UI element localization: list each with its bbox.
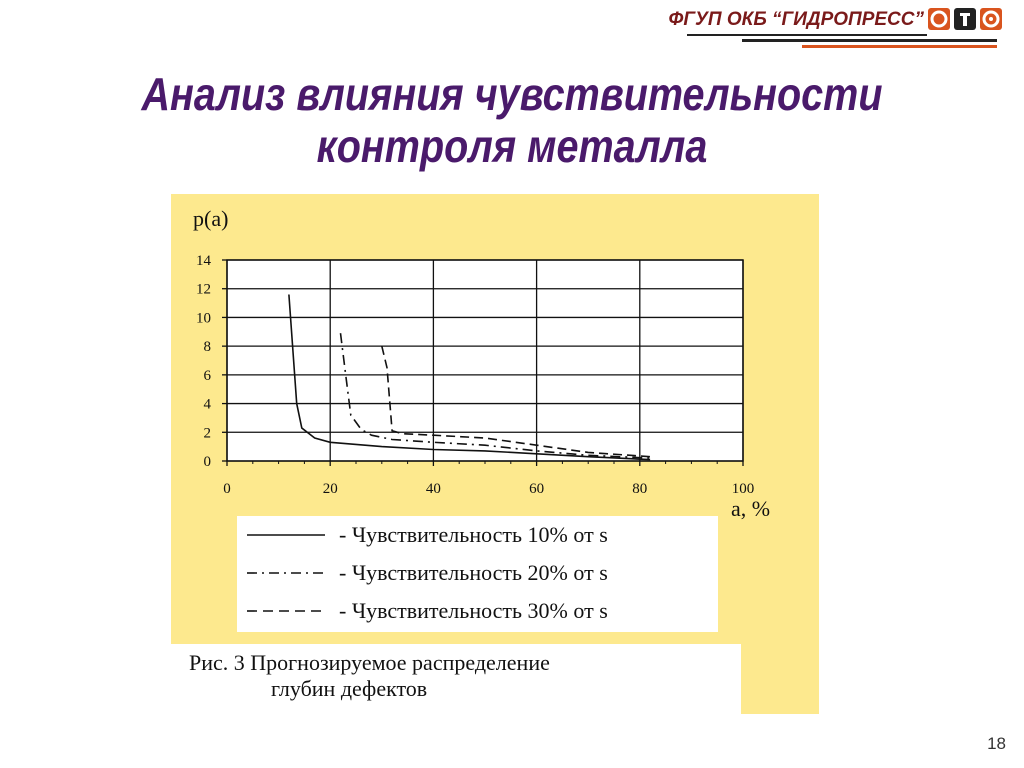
logo-text: ФГУП ОКБ “ГИДРОПРЕСС”	[668, 9, 924, 30]
page-number: 18	[987, 734, 1006, 753]
x-tick-label: 100	[731, 481, 755, 497]
logo-rule-2	[742, 39, 997, 42]
y-tick-label: 12	[196, 281, 211, 298]
y-tick-label: 0	[203, 454, 211, 470]
y-tick-label: 4	[203, 396, 211, 413]
slide-title	[72, 68, 953, 172]
y-tick-label: 2	[203, 425, 211, 442]
legend-label: - Чувствительность 10% от s	[339, 522, 608, 547]
legend-swatch-solid	[247, 530, 327, 540]
legend-swatch-dash-dot	[247, 568, 327, 578]
x-tick-label: 0	[223, 481, 231, 497]
y-tick-label: 8	[203, 339, 211, 356]
x-tick-label: 20	[322, 481, 338, 497]
y-axis-label: p(a)	[193, 206, 229, 231]
figure-caption	[171, 644, 741, 714]
company-logo	[668, 6, 1002, 48]
legend-item-10	[237, 518, 718, 554]
legend-item-20	[237, 556, 718, 592]
logo-rule-1	[687, 34, 927, 36]
plot-area	[196, 253, 754, 497]
legend-label: - Чувствительность 30% от s	[339, 598, 608, 623]
gidropress-logo-icon	[928, 6, 1002, 32]
legend-swatch-dashed	[247, 606, 327, 616]
y-tick-label: 6	[203, 367, 211, 384]
caption-line-1: Рис. 3 Прогнозируемое распределение	[189, 650, 550, 675]
legend-item-30	[237, 594, 718, 630]
y-tick-label: 10	[196, 310, 211, 327]
caption-line-2: глубин дефектов	[271, 676, 428, 701]
x-tick-label: 80	[632, 481, 648, 497]
chart-legend	[237, 516, 718, 632]
x-tick-label: 40	[425, 481, 441, 497]
line-chart	[171, 194, 819, 714]
y-tick-label: 14	[196, 253, 211, 269]
legend-label: - Чувствительность 20% от s	[339, 560, 608, 585]
title-line-1: Анализ влияния чувствительности	[141, 68, 883, 120]
figure-panel	[171, 194, 819, 714]
x-tick-label: 60	[529, 481, 545, 497]
logo-rule-3	[802, 45, 997, 48]
x-axis-label: a, %	[731, 496, 771, 521]
title-line-2: контроля металла	[316, 120, 708, 172]
